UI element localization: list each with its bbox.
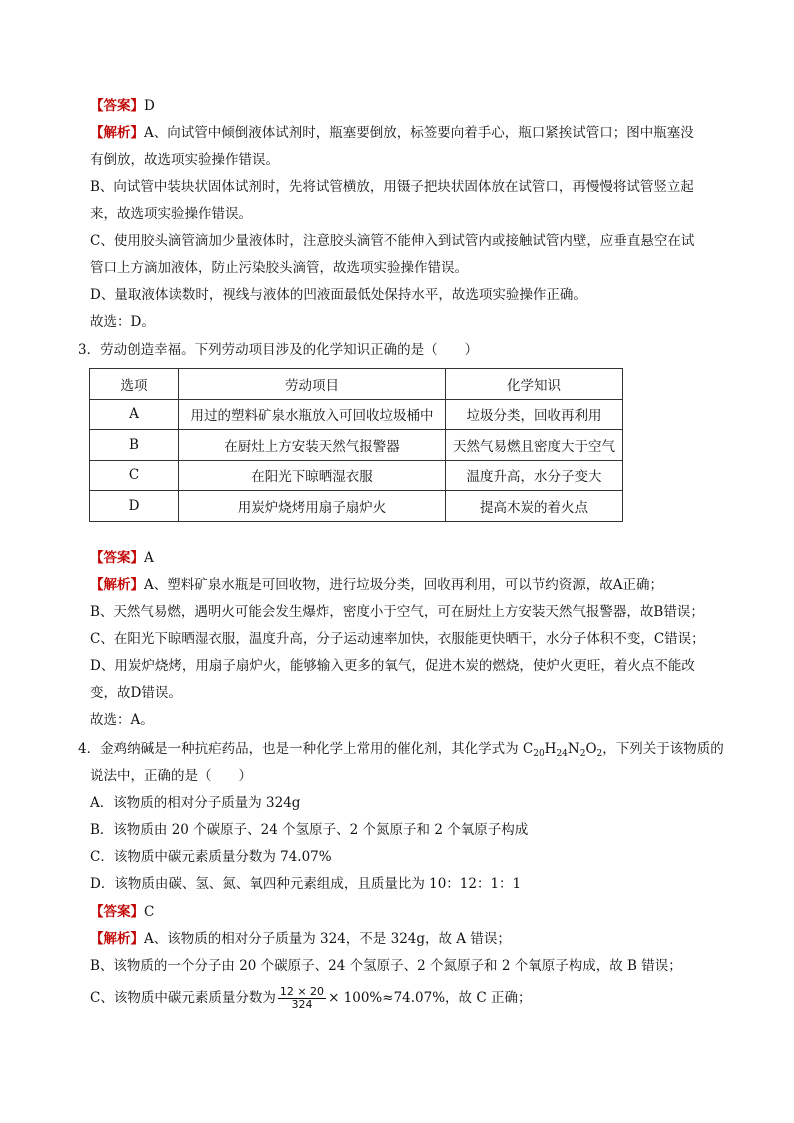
q2-analysis-line: 来，故选项实验操作错误。 — [90, 206, 252, 222]
table-cell: 垃圾分类，回收再利用 — [446, 399, 623, 430]
q4-option-a: A．该物质的相对分子质量为 324g — [90, 795, 301, 811]
table-cell: D — [90, 491, 179, 522]
q4-analysis-line — [90, 929, 511, 949]
q4-option-d: D．该物质由碳、氢、氮、氧四种元素组成，且质量比为 10：12：1：1 — [90, 876, 522, 892]
table-row — [90, 430, 623, 461]
q4-answer-line — [90, 902, 154, 922]
table-cell: B — [90, 430, 179, 461]
q2-answer: D — [144, 98, 155, 114]
formula-sub: 2 — [579, 749, 586, 759]
formula-symbol: H — [544, 741, 557, 757]
q4-c-text: × 100%≈74.07%，故 C 正确； — [328, 990, 532, 1006]
formula-sub: 2 — [596, 749, 603, 759]
table-cell: 在阳光下晾晒湿衣服 — [179, 460, 446, 491]
q4-option-b: B．该物质由 20 个碳原子、24 个氢原子、2 个氮原子和 2 个氧原子构成 — [90, 822, 529, 838]
q2-analysis-line: 管口上方滴加液体，防止污染胶头滴管，故选项实验操作错误。 — [90, 260, 468, 276]
fraction — [278, 986, 326, 1011]
q4-analysis-line: B、该物质的一个分子由 20 个碳原子、24 个氢原子、2 个氮原子和 2 个氧原子构成，故 B 错误； — [90, 958, 682, 974]
q3-analysis-line: D、用炭炉烧烤，用扇子扇炉火，能够输入更多的氧气，促进木炭的燃烧，使炉火更旺，着火点不能改 — [90, 658, 695, 674]
q4-analysis-line-c — [90, 986, 531, 1011]
q2-analysis-text: A、向试管中倾倒液体试剂时，瓶塞要倒放，标签要向着手心，瓶口紧挨试管口；图中瓶塞没 — [144, 125, 694, 141]
q2-answer-line — [90, 96, 155, 116]
answer-tag: 【答案】 — [90, 98, 144, 114]
table-cell: 用炭炉烧烤用扇子扇炉火 — [179, 491, 446, 522]
analysis-tag: 【解析】 — [90, 125, 144, 141]
table-cell: 在厨灶上方安装天然气报警器 — [179, 430, 446, 461]
table-header: 选项 — [90, 369, 179, 400]
q3-answer: A — [144, 550, 154, 566]
q4-question-text: 4．金鸡纳碱是一种抗疟药品，也是一种化学上常用的催化剂，其化学式为 C — [78, 741, 534, 757]
q4-answer: C — [144, 904, 155, 920]
q2-analysis-line — [90, 123, 694, 143]
q4-c-text: C、该物质中碳元素质量分数为 — [90, 990, 276, 1006]
table-row — [90, 460, 623, 491]
q3-analysis-line — [90, 575, 663, 595]
table-header-row — [90, 369, 623, 400]
q4-option-c: C．该物质中碳元素质量分数为 74.07% — [90, 849, 332, 865]
formula-sub: 24 — [556, 749, 568, 759]
formula-symbol: O — [585, 741, 597, 757]
q4-question — [78, 739, 724, 764]
analysis-tag: 【解析】 — [90, 577, 144, 593]
formula-sub: 20 — [533, 749, 545, 759]
table-header: 劳动项目 — [179, 369, 446, 400]
analysis-tag: 【解析】 — [90, 931, 144, 947]
table-cell: 天然气易燃且密度大于空气 — [446, 430, 623, 461]
q3-analysis-text: A、塑料矿泉水瓶是可回收物，进行垃圾分类，回收再利用，可以节约资源，故A正确； — [144, 577, 663, 593]
answer-tag: 【答案】 — [90, 904, 144, 920]
table-cell: 用过的塑料矿泉水瓶放入可回收垃圾桶中 — [179, 399, 446, 430]
q2-analysis-line: C、使用胶头滴管滴加少量液体时，注意胶头滴管不能伸入到试管内或接触试管内壁，应垂直悬空在试 — [90, 233, 695, 249]
table-row — [90, 491, 623, 522]
formula-symbol: N — [567, 741, 580, 757]
table-row — [90, 399, 623, 430]
q3-table — [89, 368, 623, 522]
q4-question-text: ，下列关于该物质的 — [602, 741, 724, 757]
table-cell: C — [90, 460, 179, 491]
q3-analysis-line: 变，故D错误。 — [90, 685, 182, 701]
q3-conclusion: 故选：A。 — [90, 712, 154, 728]
table-cell: 温度升高，水分子变大 — [446, 460, 623, 491]
table-cell: A — [90, 399, 179, 430]
q3-analysis-line: B、天然气易燃，遇明火可能会发生爆炸，密度小于空气，可在厨灶上方安装天然气报警器，故B错误； — [90, 604, 704, 620]
q2-conclusion: 故选：D。 — [90, 314, 155, 330]
q2-analysis-line: B、向试管中装块状固体试剂时，先将试管横放，用镊子把块状固体放在试管口，再慢慢将试管竖立起 — [90, 179, 694, 195]
q4-analysis-text: A、该物质的相对分子质量为 324，不是 324g，故 A 错误； — [144, 931, 511, 947]
table-header: 化学知识 — [446, 369, 623, 400]
fraction-numerator: 12 × 20 — [279, 985, 325, 998]
q3-analysis-line: C、在阳光下晾晒湿衣服，温度升高，分子运动速率加快，衣服能更快晒干，水分子体积不变，C错误； — [90, 631, 705, 647]
fraction-denominator: 324 — [291, 998, 313, 1011]
q3-question: 3．劳动创造幸福。下列劳动项目涉及的化学知识正确的是（ ） — [78, 342, 479, 358]
answer-tag: 【答案】 — [90, 550, 144, 566]
q3-answer-line — [90, 548, 154, 568]
table-cell: 提高木炭的着火点 — [446, 491, 623, 522]
q2-analysis-line: D、量取液体读数时，视线与液体的凹液面最低处保持水平，故选项实验操作正确。 — [90, 287, 587, 303]
q2-analysis-line: 有倒放，故选项实验操作错误。 — [90, 152, 279, 168]
q4-question-line2: 说法中，正确的是（ ） — [90, 768, 252, 784]
